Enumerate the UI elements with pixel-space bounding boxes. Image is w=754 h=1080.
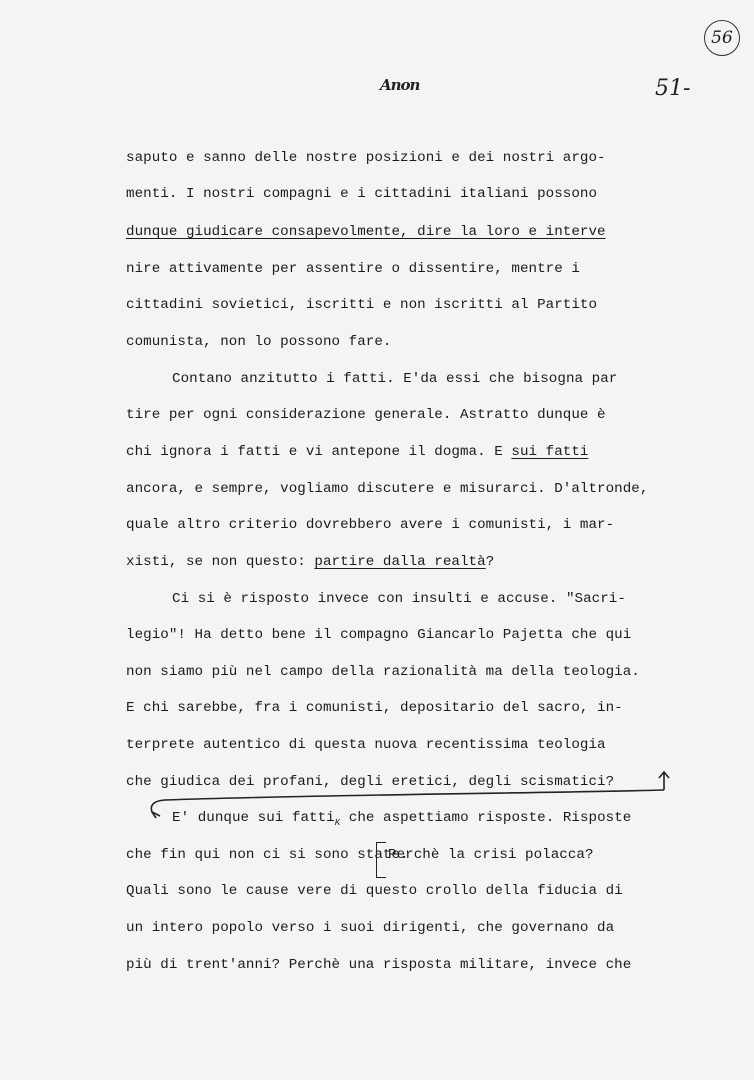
text-line: saputo e sanno delle nostre posizioni e dei nostri argo-: [126, 150, 606, 166]
text-line: terprete autentico di questa nuova recentissima teologia: [126, 737, 606, 753]
text-line: Contano anzitutto i fatti. E'da essi che bisogna par: [172, 371, 618, 387]
text-line: quale altro criterio dovrebbero avere i comunisti, i mar-: [126, 517, 615, 533]
underlined-phrase: partire dalla realtà: [314, 554, 486, 570]
insertion-caret-mark: K: [334, 818, 341, 828]
text-line: che fin qui non ci si sono state.: [126, 847, 409, 863]
handwritten-header-scribble: Anon: [380, 76, 420, 94]
text-line: [172, 811, 631, 828]
text-line: comunista, non lo possono fare.: [126, 334, 392, 350]
text-line: cittadini sovietici, iscritti e non iscritti al Partito: [126, 297, 598, 313]
text-segment: che aspettiamo risposte. Risposte: [348, 810, 632, 826]
text-line: E chi sarebbe, fra i comunisti, depositario del sacro, in-: [126, 700, 623, 716]
text-segment: [340, 810, 349, 826]
text-segment: xisti, se non questo:: [126, 554, 315, 570]
text-line: non siamo più nel campo della razionalità ma della teologia.: [126, 664, 640, 680]
text-line: Quali sono le cause vere di questo crollo della fiducia di: [126, 883, 623, 899]
text-line: un intero popolo verso i suoi dirigenti, che governano da: [126, 920, 615, 936]
text-segment: E' dunque sui fatti: [172, 810, 335, 826]
text-segment: dunque giudicare consapevolmente, dire la loro e interve: [126, 224, 606, 240]
handwritten-bracket-mark: [376, 842, 386, 878]
text-segment: ?: [485, 554, 495, 570]
page-number-circle: 56: [704, 20, 740, 56]
text-line: più di trent'anni? Perchè una risposta militare, invece che: [126, 957, 632, 973]
underlined-phrase: sui fatti: [511, 444, 589, 460]
text-segment: chi ignora i fatti e vi antepone il dogma. E: [126, 444, 512, 460]
text-line: menti. I nostri compagni e i cittadini italiani possono: [126, 186, 598, 202]
text-line: che giudica dei profani, degli eretici, degli scismatici?: [126, 774, 615, 790]
text-line: Ci si è risposto invece con insulti e accuse. "Sacri-: [172, 591, 626, 607]
handwritten-page-number: 51-: [655, 76, 691, 101]
text-line: tire per ogni considerazione generale. Astratto dunque è: [126, 407, 606, 423]
text-line: ancora, e sempre, vogliamo discutere e misurarci. D'altronde,: [126, 481, 649, 497]
text-line: nire attivamente per assentire o dissentire, mentre i: [126, 261, 580, 277]
text-line: legio"! Ha detto bene il compagno Giancarlo Pajetta che qui: [126, 627, 632, 643]
text-line: Perchè la crisi polacca?: [388, 847, 594, 863]
